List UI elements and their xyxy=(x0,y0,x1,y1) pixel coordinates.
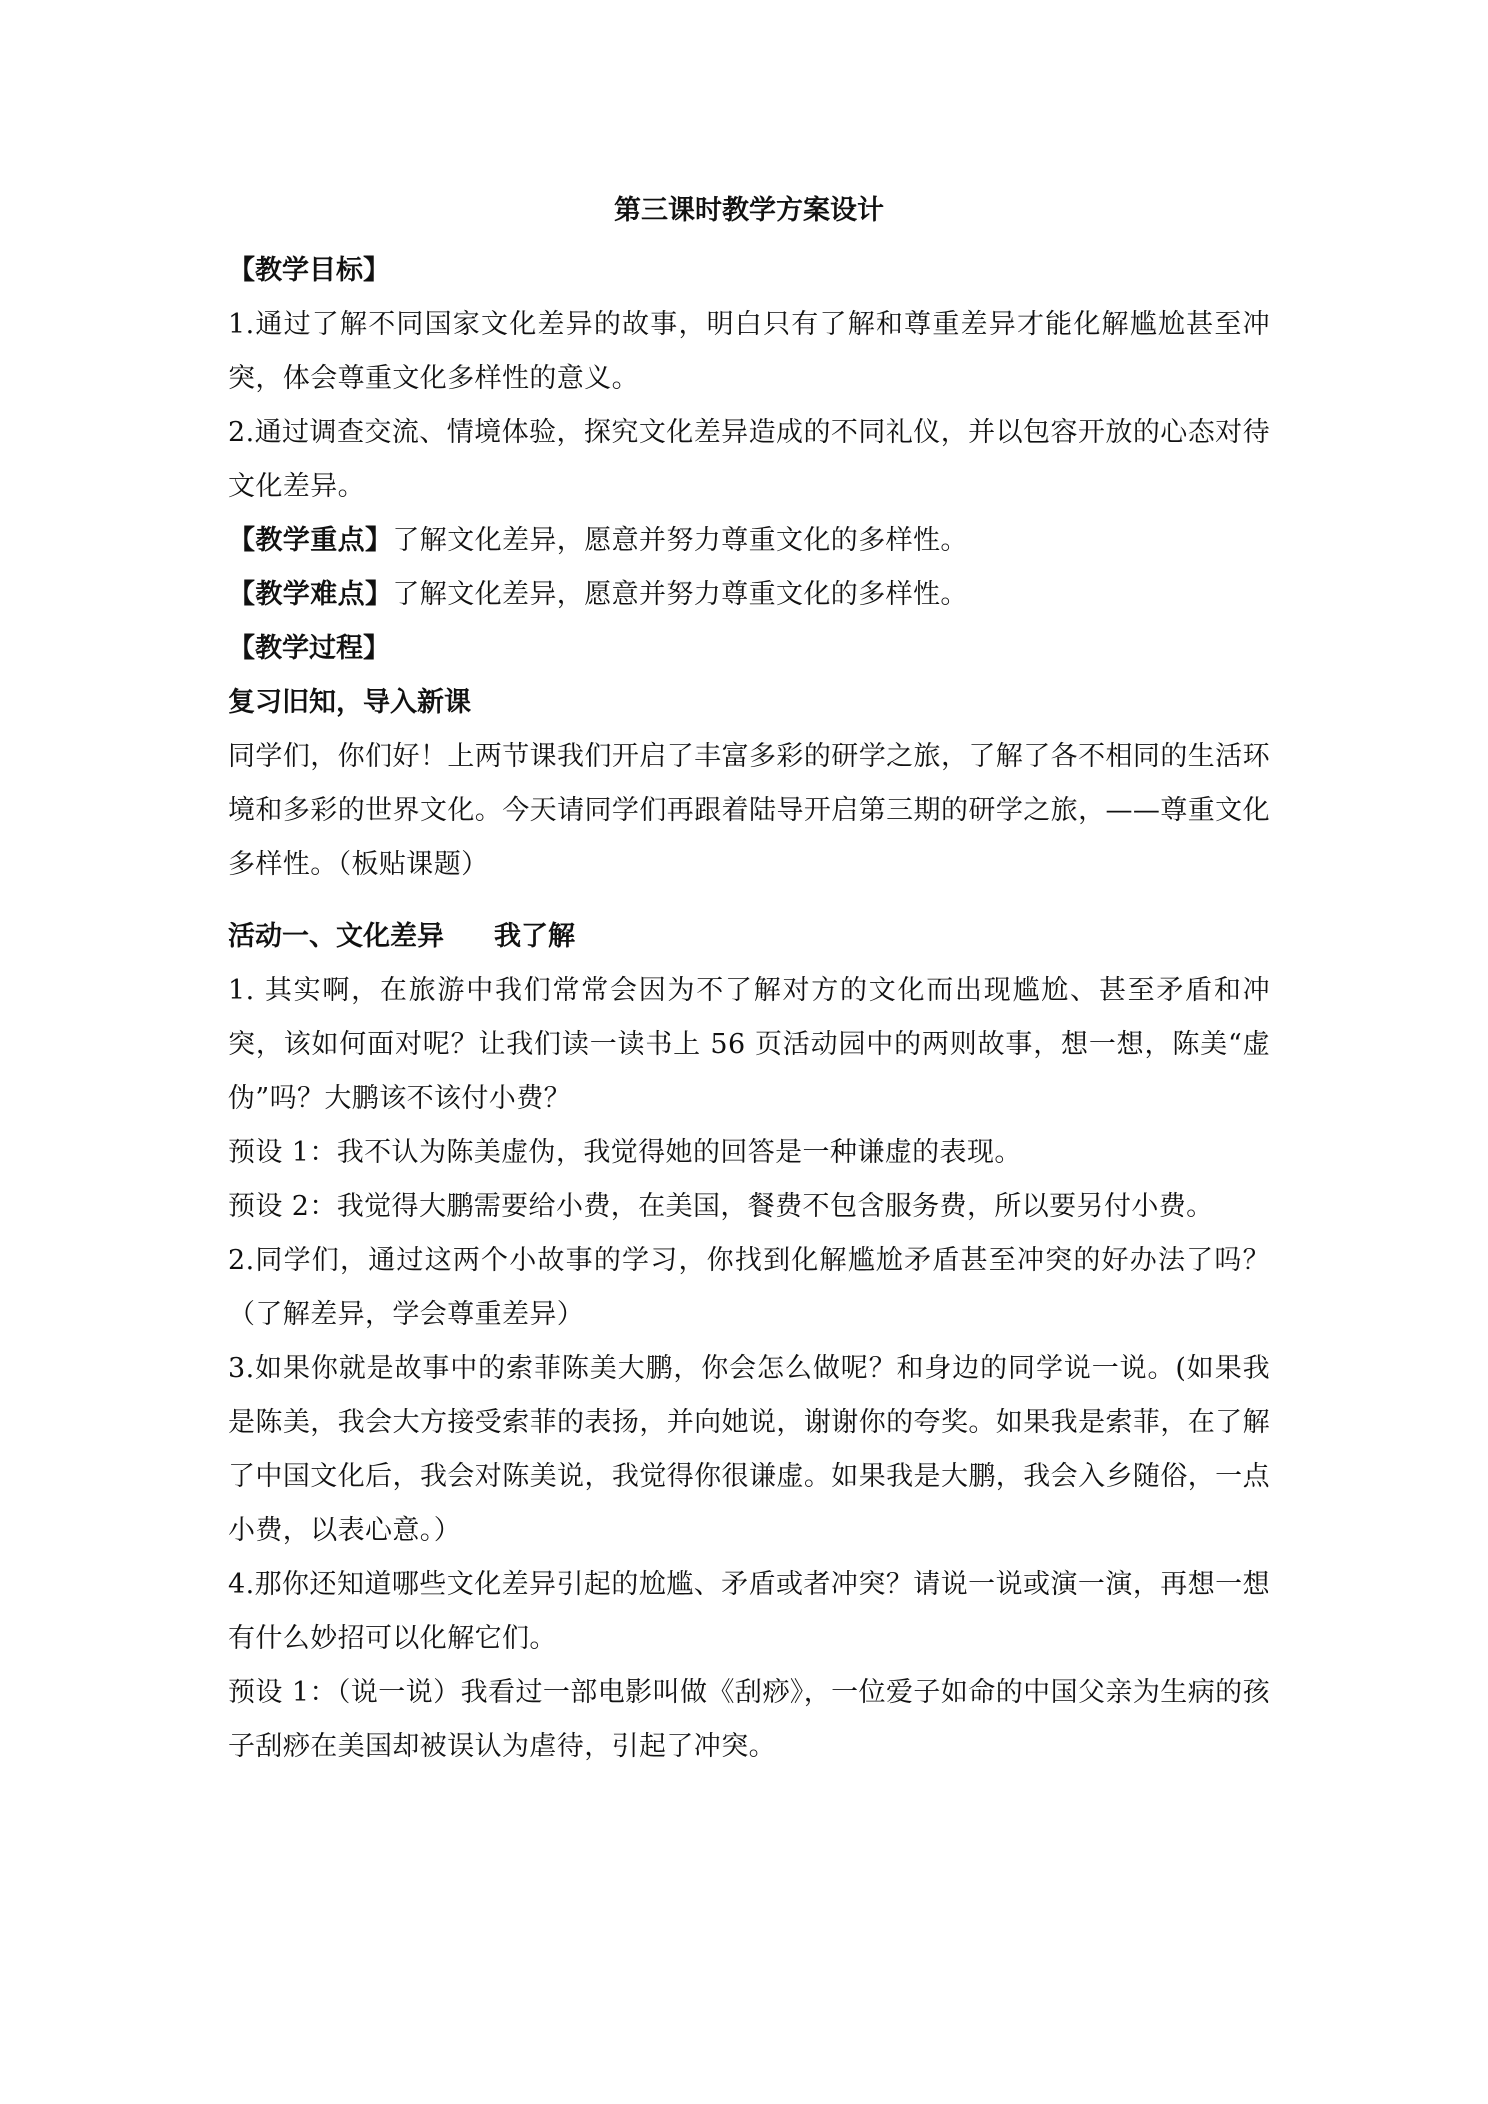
item-4: 4.那你还知道哪些文化差异引起的尬尴、矛盾或者冲突？请说一说或演一演，再想一想有什么妙招可以化解它们。 xyxy=(228,1569,1270,1654)
activity-1-heading-part-a: 活动一、文化差异 xyxy=(228,921,444,952)
preset-4a: 预设 1：（说一说）我看过一部电影叫做《刮痧》，一位爱子如命的中国父亲为生病的孩子刮痧在美国却被误认为虐待，引起了冲突。 xyxy=(228,1677,1270,1762)
preset-1a: 预设 1：我不认为陈美虚伪，我觉得她的回答是一种谦虚的表现。 xyxy=(228,1137,1022,1168)
review-text: 同学们，你们好！上两节课我们开启了丰富多彩的研学之旅，了解了各不相同的生活环境和多彩的世界文化。今天请同学们再跟着陆导开启第三期的研学之旅，——尊重文化多样性。（板贴课题） xyxy=(228,741,1270,880)
key-point-paragraph xyxy=(228,514,1270,568)
difficulty-text: 了解文化差异，愿意并努力尊重文化的多样性。 xyxy=(392,579,968,610)
document-content xyxy=(228,188,1270,1774)
difficulty-paragraph xyxy=(228,568,1270,622)
item-1: 1. 其实啊，在旅游中我们常常会因为不了解对方的文化而出现尴尬、甚至矛盾和冲突，该如何面对呢？让我们读一读书上 56 页活动园中的两则故事，想一想，陈美“虚伪”吗？大鹏该不该付小费？ xyxy=(228,975,1270,1114)
review-heading: 复习旧知，导入新课 xyxy=(228,687,471,718)
activity-1-heading-part-b: 我了解 xyxy=(494,921,575,952)
key-point-text: 了解文化差异，愿意并努力尊重文化的多样性。 xyxy=(392,525,968,556)
item-3: 3.如果你就是故事中的索菲陈美大鹏，你会怎么做呢？和身边的同学说一说。(如果我是陈美，我会大方接受索菲的表扬，并向她说，谢谢你的夸奖。如果我是索菲，在了解了中国文化后，我会对陈美说，我觉得你很谦虚。如果我是大鹏，我会入乡随俗，一点小费，以表心意。） xyxy=(228,1353,1270,1546)
objectives-heading: 【教学目标】 xyxy=(228,255,390,286)
key-point-label: 【教学重点】 xyxy=(228,525,393,556)
preset-1b: 预设 2：我觉得大鹏需要给小费，在美国，餐费不包含服务费，所以要另付小费。 xyxy=(228,1191,1214,1222)
objective-2: 2.通过调查交流、情境体验，探究文化差异造成的不同礼仪，并以包容开放的心态对待文化差异。 xyxy=(228,417,1270,502)
document-title: 第三课时教学方案设计 xyxy=(614,195,884,226)
difficulty-label: 【教学难点】 xyxy=(228,579,393,610)
process-heading: 【教学过程】 xyxy=(228,633,390,664)
item-2: 2.同学们，通过这两个小故事的学习，你找到化解尴尬矛盾甚至冲突的好办法了吗？（了解差异，学会尊重差异） xyxy=(228,1245,1270,1330)
activity-1-heading xyxy=(228,910,1270,964)
objective-1: 1.通过了解不同国家文化差异的故事，明白只有了解和尊重差异才能化解尴尬甚至冲突，体会尊重文化多样性的意义。 xyxy=(228,309,1270,394)
